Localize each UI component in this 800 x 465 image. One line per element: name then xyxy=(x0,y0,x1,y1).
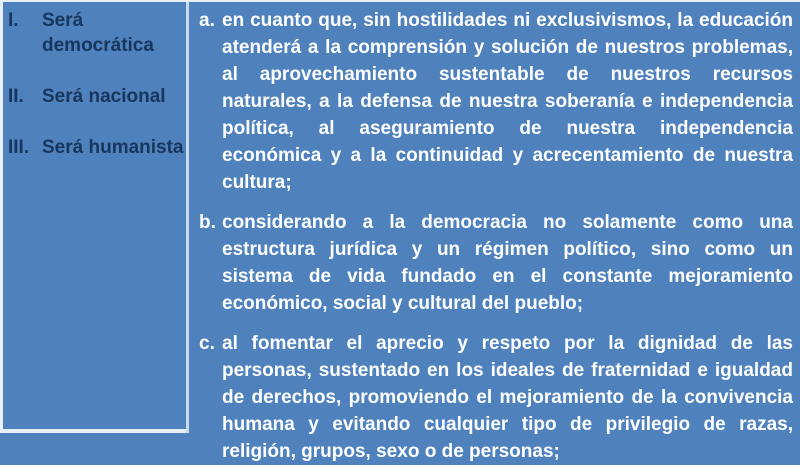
roman-numeral: III. xyxy=(8,137,30,158)
clause-marker: c. xyxy=(199,333,215,354)
clauses-column xyxy=(189,2,800,462)
clause-paragraph xyxy=(199,209,793,317)
principles-column xyxy=(3,2,186,433)
list-item xyxy=(8,135,186,160)
clause-text: considerando a la democracia no solamente como una estructura jurídica y un régimen político, sino como un sistema de vida fundado en el constante mejoramiento económico, social y cultural del pueblo; xyxy=(222,212,793,314)
list-item xyxy=(8,84,186,109)
clause-paragraph xyxy=(199,7,793,196)
clause-paragraph xyxy=(199,330,793,465)
clause-marker: b. xyxy=(199,212,216,233)
list-item-label: Será democrática xyxy=(42,10,154,56)
clause-marker: a. xyxy=(199,10,215,31)
list-item xyxy=(8,8,186,58)
roman-numeral: II. xyxy=(8,86,24,107)
roman-numeral: I. xyxy=(8,10,19,31)
clause-text: en cuanto que, sin hostilidades ni exclusivismos, la educación atenderá a la comprensión y solución de nuestros problemas, al aprovechamiento sustentable de nuestros recursos naturales, a la defensa de nuestra soberanía e independencia política, al aseguramiento de nuestra independencia económica y a la continuidad y acrecentamiento de nuestra cultura; xyxy=(222,10,793,193)
list-item-label: Será nacional xyxy=(42,86,166,107)
list-item-label: Será humanista xyxy=(42,137,184,158)
clause-text: al fomentar el aprecio y respeto por la dignidad de las personas, sustentado en los ideales de fraternidad e igualdad de derechos, promoviendo el mejoramiento de la convivencia humana y evitando cualquier tipo de privilegio de razas, religión, grupos, sexo o de personas; xyxy=(222,333,793,462)
